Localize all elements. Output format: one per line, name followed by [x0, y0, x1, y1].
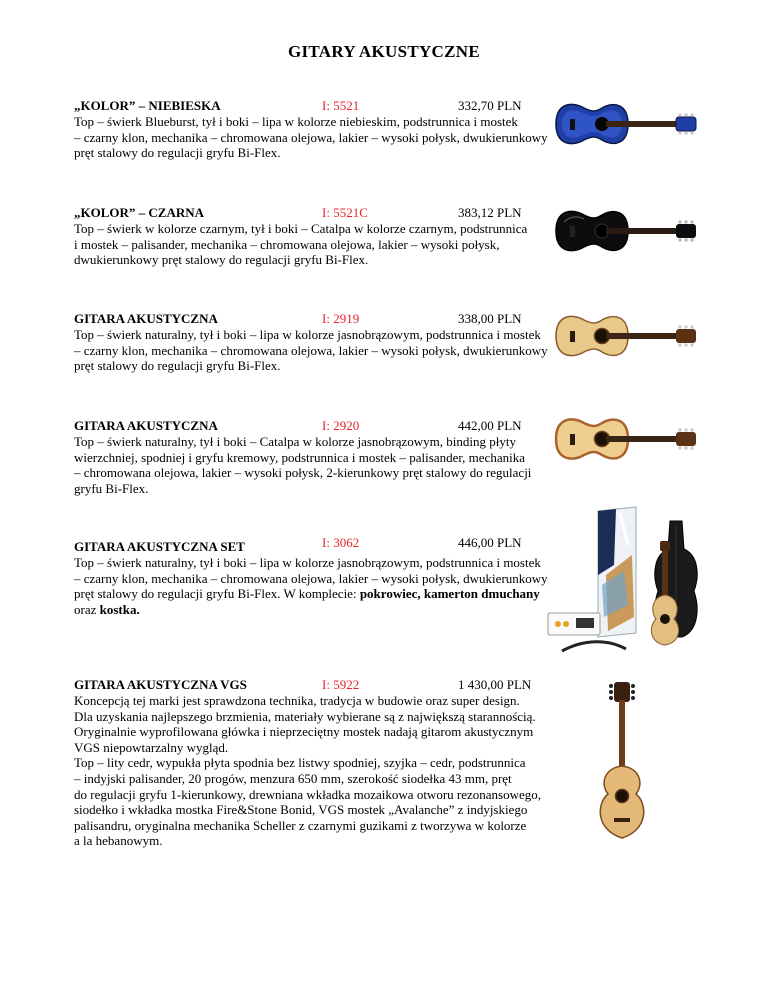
description-line: – czarny klon, mechanika – chromowana olejowa, lakier – wysoki połysk, dwukierunkowy [74, 342, 548, 358]
description-line: Top – lity cedr, wypukła płyta spodnia bez listwy spodniej, szyjka – cedr, podstrunnica [74, 755, 526, 771]
description-line: Top – świerk naturalny, tył i boki – Catalpa w kolorze jasnobrązowym, binding płyty [74, 434, 516, 449]
description-line: gryfu Bi-Flex. [74, 480, 149, 496]
description-line: Koncepcją tej marki jest sprawdzona technika, tradycja w budowie oraz super design. [74, 693, 520, 708]
description-text: pręt stalowy do regulacji gryfu Bi-Flex. W komplecie: [74, 586, 360, 602]
description-line: – czarny klon, mechanika – chromowana olejowa, lakier – wysoki połysk, dwukierunkowy [74, 570, 548, 586]
black-guitar-icon [550, 202, 700, 260]
product-price: 383,12 PLN [458, 205, 522, 220]
product-name: GITARA AKUSTYCZNA [74, 418, 218, 433]
description-line: Top – świerk w kolorze czarnym, tył i boki – Catalpa w kolorze czarnym, podstrunnica [74, 221, 528, 236]
product-item [74, 311, 554, 374]
description-line: Dla uzyskania najlepszego brzmienia, materiały wybierane są z największą starannością. [74, 708, 536, 724]
description-line: a la hebanowym. [74, 833, 163, 849]
description-line: Oryginalnie wyprofilowana główka i nieprzeciętny mostek nadają gitarom akustycznym [74, 724, 534, 740]
product-price: 446,00 PLN [458, 535, 522, 550]
product-price: 442,00 PLN [458, 418, 522, 433]
product-price: 1 430,00 PLN [458, 677, 532, 692]
description-line: Top – świerk naturalny, tył i boki – lipa w kolorze jasnobrązowym, podstrunnica i mostek [74, 327, 541, 342]
description-line: – chromowana olejowa, lakier – wysoki połysk, 2-kierunkowy pręt stalowy do regulacji [74, 465, 532, 481]
description-line: i mostek – palisander, mechanika – chromowana olejowa, lakier – wysoki połysk, [74, 236, 500, 252]
description-line: siodełko i wkładka mostka Fire&Stone Bonid, VGS mostek „Avalanche” z indyjskiego [74, 802, 528, 818]
product-name: GITARA AKUSTYCZNA SET [74, 539, 245, 554]
product-item [74, 677, 554, 849]
vgs-guitar-icon [592, 680, 652, 844]
product-name: „KOLOR” – CZARNA [74, 205, 205, 220]
product-code: I: 2919 [322, 311, 360, 326]
natural-guitar-icon [550, 307, 700, 365]
description-line: palisandru, oryginalna mechanika Scheller z czarnymi guzikami z tworzywa w kolorze [74, 817, 527, 833]
product-name: GITARA AKUSTYCZNA [74, 311, 218, 326]
description-line: Top – świerk Blueburst, tył i boki – lipa w kolorze niebieskim, podstrunnica i mostek [74, 114, 518, 129]
product-item [74, 418, 554, 496]
description-line [74, 586, 554, 602]
natural-guitar-icon [550, 410, 700, 468]
product-item [74, 535, 554, 617]
description-text: oraz [74, 601, 100, 617]
product-code: I: 2920 [322, 418, 360, 433]
description-line: VGS niepowtarzalny wygląd. [74, 739, 229, 755]
product-name: GITARA AKUSTYCZNA VGS [74, 677, 247, 692]
product-code: I: 5922 [322, 677, 360, 692]
description-line [74, 602, 554, 618]
description-line: dwukierunkowy pręt stalowy do regulacji gryfu Bi-Flex. [74, 252, 369, 268]
description-line: pręt stalowy do regulacji gryfu Bi-Flex. [74, 358, 281, 374]
description-line: pręt stalowy do regulacji gryfu Bi-Flex. [74, 145, 281, 161]
description-line: do regulacji gryfu 1-kierunkowy, drewniana wkładka mozaikowa otworu rezonansowego, [74, 786, 542, 802]
page-title: GITARY AKUSTYCZNE [287, 42, 480, 61]
description-line: – indyjski palisander, 20 progów, menzura 650 mm, szerokość siodełka 43 mm, pręt [74, 770, 512, 786]
description-line: wierzchniej, spodniej i gryfu kremowy, podstrunnica i mostek – palisander, mechanika [74, 449, 525, 465]
product-item [74, 205, 554, 268]
blue-guitar-icon [550, 95, 700, 153]
description-line: – czarny klon, mechanika – chromowana olejowa, lakier – wysoki połysk, dwukierunkowy [74, 129, 548, 145]
included-accessories: pokrowiec, kamerton dmuchany [359, 586, 540, 602]
product-name: „KOLOR” – NIEBIESKA [74, 98, 221, 113]
description-line: Top – świerk naturalny, tył i boki – lipa w kolorze jasnobrązowym, podstrunnica i mostek [74, 555, 541, 570]
guitar-set-icon [544, 505, 704, 665]
product-code: I: 5521C [322, 205, 368, 220]
included-pick: kostka. [99, 601, 140, 617]
product-item [74, 98, 554, 161]
product-code: I: 5521 [322, 98, 360, 113]
product-price: 332,70 PLN [458, 98, 522, 113]
product-code: I: 3062 [322, 535, 360, 550]
product-price: 338,00 PLN [458, 311, 522, 326]
